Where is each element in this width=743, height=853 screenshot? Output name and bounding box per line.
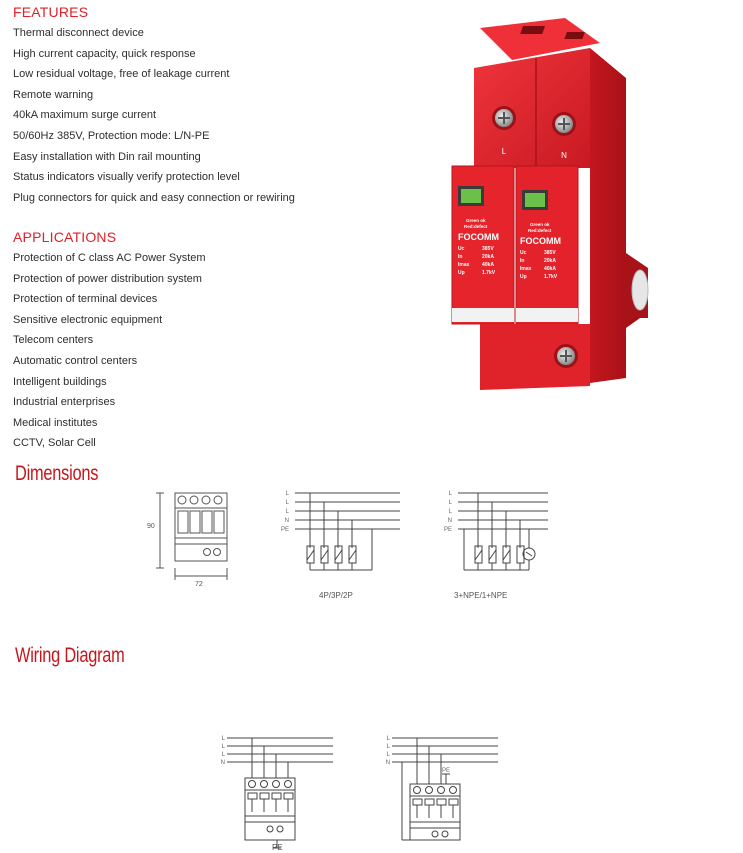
diagram-a-line-labels: [281, 491, 290, 533]
line-label: L: [285, 491, 289, 497]
spec-value: 1.7kV: [482, 270, 496, 276]
application-item: Industrial enterprises: [13, 396, 116, 409]
feature-item: Status indicators visually verify protection level: [13, 171, 240, 184]
spec-value: 385V: [544, 250, 556, 256]
line-label: L: [285, 500, 289, 506]
product-illustration: [440, 18, 662, 398]
terminal-label-n: N: [561, 151, 567, 160]
line-label: PE: [280, 527, 289, 533]
wiring-b-line-labels: [386, 736, 391, 766]
application-item: Automatic control centers: [13, 354, 138, 367]
applications-list: [13, 248, 206, 454]
terminal-label-l: L: [501, 147, 507, 156]
spec-key: Up: [520, 274, 527, 280]
line-label: L: [386, 752, 390, 758]
line-label: L: [448, 500, 452, 506]
body-upper-front: [474, 48, 590, 168]
diagram-b-caption: 3+NPE/1+NPE: [454, 591, 508, 600]
line-label: L: [221, 744, 225, 750]
dimension-height-label: 90: [147, 523, 155, 530]
wiring-a-line-labels: [221, 736, 226, 766]
spec-key: Up: [458, 270, 465, 276]
wiring-b-pe-label: PE: [442, 768, 451, 774]
line-label: L: [386, 736, 390, 742]
spec-value: 1.7kV: [544, 274, 558, 280]
features-list: [13, 23, 295, 208]
line-label: PE: [443, 527, 452, 533]
features-heading: FEATURES: [13, 4, 89, 20]
application-item: Medical institutes: [13, 416, 98, 429]
module-right-note2: Red:defect: [528, 228, 552, 233]
module-left-brand: FOCOMM: [458, 232, 499, 242]
diagram-3npe-1npe: [438, 488, 558, 583]
line-label: L: [285, 509, 289, 515]
application-item: Intelligent buildings: [13, 375, 107, 388]
wiring-diagram-b: [380, 730, 500, 850]
body-side-panel: [590, 48, 640, 383]
wiring-diagram-a: [215, 730, 335, 850]
spec-key: In: [458, 254, 463, 260]
line-label: L: [221, 752, 225, 758]
spec-value: 20kA: [544, 258, 556, 264]
spec-value: 40kA: [544, 266, 556, 272]
line-label: L: [448, 491, 452, 497]
line-label: N: [220, 760, 225, 766]
dimension-drawing: [145, 488, 240, 588]
wiring-title: Wiring Diagram: [15, 644, 125, 667]
wiring-a-pe-label: PE: [272, 843, 283, 852]
spec-value: 385V: [482, 246, 494, 252]
feature-item: Low residual voltage, free of leakage current: [13, 68, 230, 81]
din-clip-label: [632, 270, 648, 310]
application-item: Telecom centers: [13, 334, 94, 347]
spec-value: 20kA: [482, 254, 494, 260]
feature-item: Plug connectors for quick and easy connection or rewiring: [13, 191, 295, 204]
line-label: N: [385, 760, 390, 766]
application-item: Protection of C class AC Power System: [13, 252, 206, 264]
module-right-brand: FOCOMM: [520, 236, 561, 246]
status-window-right: [525, 193, 545, 207]
module-left-note2: Red:defect: [464, 224, 488, 229]
feature-item: 40kA maximum surge current: [13, 109, 157, 122]
diagram-4p-3p-2p: [275, 488, 405, 583]
feature-item: Easy installation with Din rail mounting: [13, 150, 201, 163]
diagram-a-caption: 4P/3P/2P: [319, 591, 353, 600]
module-right-note: Green ok: [530, 222, 550, 227]
dimensions-title: Dimensions: [15, 462, 99, 485]
line-label: L: [221, 736, 225, 742]
spec-key: Imax: [458, 262, 470, 268]
spec-key: Imax: [520, 266, 532, 272]
module-left-note: Green ok: [466, 218, 486, 223]
status-window-left: [461, 189, 481, 203]
feature-item: Remote warning: [13, 88, 94, 101]
applications-heading: APPLICATIONS: [13, 229, 117, 245]
feature-item: Thermal disconnect device: [13, 27, 144, 39]
line-label: N: [284, 518, 289, 524]
dimension-width-label: 72: [195, 581, 203, 588]
diagram-b-line-labels: [444, 491, 453, 533]
spec-key: Uc: [520, 250, 527, 256]
application-item: CCTV, Solar Cell: [13, 437, 96, 450]
feature-item: 50/60Hz 385V, Protection mode: L/N-PE: [13, 129, 210, 142]
spec-value: 40kA: [482, 262, 494, 268]
spec-key: In: [520, 258, 525, 264]
line-label: N: [447, 518, 452, 524]
application-item: Sensitive electronic equipment: [13, 313, 163, 326]
line-label: L: [448, 509, 452, 515]
line-label: L: [386, 744, 390, 750]
application-item: Protection of power distribution system: [13, 272, 202, 285]
feature-item: High current capacity, quick response: [13, 47, 196, 60]
spec-key: Uc: [458, 246, 465, 252]
application-item: Protection of terminal devices: [13, 293, 158, 306]
